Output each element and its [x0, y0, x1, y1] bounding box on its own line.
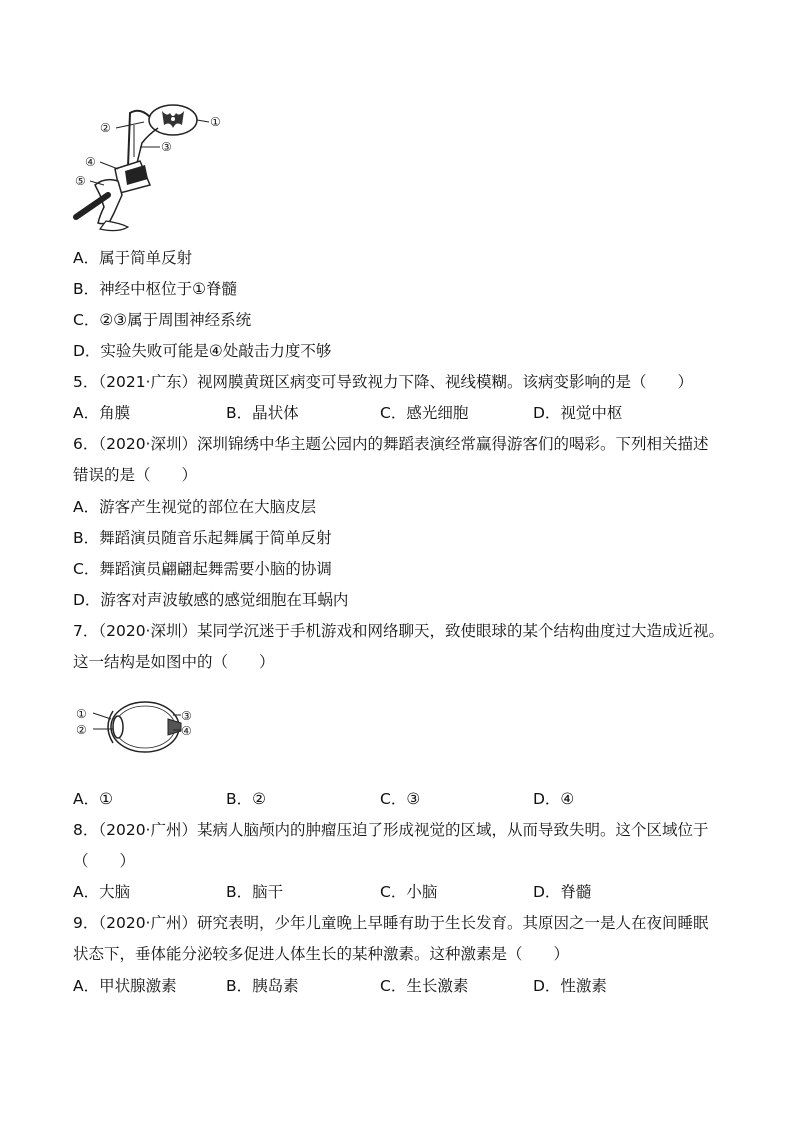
afferent-nerve — [128, 111, 150, 167]
q6-stem-line2: 错误的是（ ） — [73, 466, 198, 484]
q9-option-d: D．性激素 — [533, 977, 607, 995]
q6-option-b: B．舞蹈演员随音乐起舞属于简单反射 — [73, 529, 332, 547]
q4-option-c: C．②③属于周围神经系统 — [73, 311, 252, 329]
eye-label-1: ① — [76, 707, 87, 721]
q7-stem-line2: 这一结构是如图中的（ ） — [73, 653, 275, 671]
q7-stem-line1: 7．（2020·深圳）某同学沉迷于手机游戏和网络聊天，致使眼球的某个结构曲度过大造成近视。 — [73, 622, 724, 640]
q4-option-b: B．神经中枢位于①脊髓 — [73, 280, 238, 298]
q9-option-c: C．生长激素 — [380, 977, 469, 995]
q6-stem-line1: 6．（2020·深圳）深圳锦绣中华主题公园内的舞蹈表演经常赢得游客们的喝彩。下列相关描述 — [73, 435, 709, 453]
q5-option-b: B．晶状体 — [226, 404, 299, 422]
q7-option-c: C．③ — [380, 790, 421, 808]
q6-option-d: D．游客对声波敏感的感觉细胞在耳蜗内 — [73, 591, 349, 609]
eye-label-4: ④ — [181, 724, 192, 738]
q5-option-a: A．角膜 — [73, 404, 131, 422]
q9-stem-line1: 9．（2020·广州）研究表明，少年儿童晚上早睡有助于生长发育。其原因之一是人在夜间睡眠 — [73, 914, 709, 932]
q8-option-b: B．脑干 — [226, 883, 284, 901]
q6-option-a: A．游客产生视觉的部位在大脑皮层 — [73, 498, 317, 516]
label-1: ① — [210, 115, 221, 129]
q7-option-b: B．② — [226, 790, 267, 808]
lens — [113, 716, 123, 738]
label-3: ③ — [161, 140, 172, 154]
knee-jerk-reflex-figure — [70, 95, 235, 235]
q8-stem-line2: （ ） — [73, 852, 136, 870]
spinal-cord-section — [149, 105, 197, 135]
label-5: ⑤ — [75, 174, 86, 188]
q8-option-c: C．小脑 — [380, 883, 438, 901]
eye-label-3: ③ — [181, 709, 192, 723]
eyeball — [108, 702, 181, 752]
q4-option-d: D．实验失败可能是④处敲击力度不够 — [73, 342, 332, 360]
q9-option-a: A．甲状腺激素 — [73, 977, 177, 995]
q5-option-c: C．感光细胞 — [380, 404, 469, 422]
q7-option-a: A．① — [73, 790, 113, 808]
q5-stem: 5．（2021·广东）视网膜黄斑区病变可导致视力下降、视线模糊。该病变影响的是（ ） — [73, 373, 693, 391]
eye-label-2: ② — [76, 723, 87, 737]
label-4: ④ — [85, 155, 96, 169]
q7-option-d: D．④ — [533, 790, 575, 808]
q8-option-a: A．大脑 — [73, 883, 131, 901]
q6-option-c: C．舞蹈演员翩翩起舞需要小脑的协调 — [73, 560, 332, 578]
q8-stem-line1: 8．（2020·广州）某病人脑颅内的肿瘤压迫了形成视觉的区域，从而导致失明。这个区域位于 — [73, 821, 709, 839]
q5-option-d: D．视觉中枢 — [533, 404, 623, 422]
q4-option-a: A．属于简单反射 — [73, 249, 193, 267]
q9-option-b: B．胰岛素 — [226, 977, 299, 995]
label-2: ② — [100, 121, 111, 135]
q8-option-d: D．脊髓 — [533, 883, 592, 901]
q9-stem-line2: 状态下，垂体能分泌较多促进人体生长的某种激素。这种激素是（ ） — [73, 945, 570, 963]
eyeball-figure — [73, 697, 203, 757]
